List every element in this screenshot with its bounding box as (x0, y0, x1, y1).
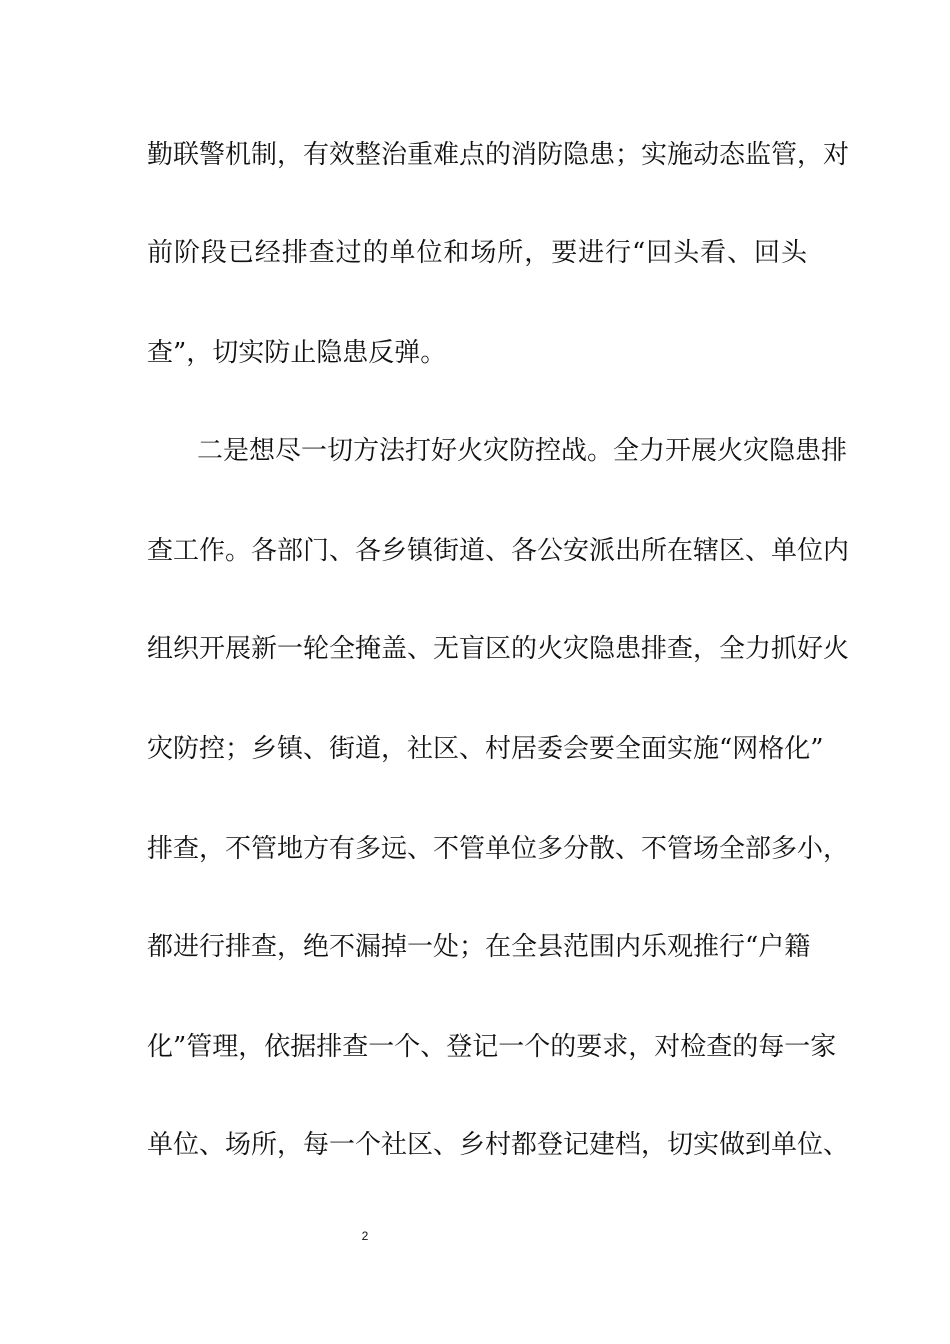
text-line-1: 勤联警机制，有效整治重难点的消防隐患；实施动态监管，对 (147, 140, 850, 170)
page-number: 2 (361, 1229, 369, 1243)
text-line-4: 二是想尽一切方法打好火灾防控战。全力开展火灾隐患排 (197, 436, 848, 466)
text-line-9: 都进行排查，绝不漏掉一处；在全县范围内乐观推行“户籍 (147, 932, 811, 962)
text-line-6: 组织开展新一轮全掩盖、无盲区的火灾隐患排查，全力抓好火 (147, 634, 850, 664)
text-line-5: 查工作。各部门、各乡镇街道、各公安派出所在辖区、单位内 (147, 536, 850, 566)
text-line-11: 单位、场所，每一个社区、乡村都登记建档，切实做到单位、 (147, 1130, 850, 1160)
text-line-8: 排查，不管地方有多远、不管单位多分散、不管场全部多小， (147, 834, 850, 864)
text-line-7: 灾防控；乡镇、街道，社区、村居委会要全面实施“网格化” (147, 734, 824, 764)
text-line-2: 前阶段已经排查过的单位和场所，要进行“回头看、回头 (147, 238, 807, 268)
text-line-10: 化”管理，依据排查一个、登记一个的要求，对检查的每一家 (147, 1032, 837, 1062)
text-line-3: 查”，切实防止隐患反弹。 (147, 338, 447, 368)
